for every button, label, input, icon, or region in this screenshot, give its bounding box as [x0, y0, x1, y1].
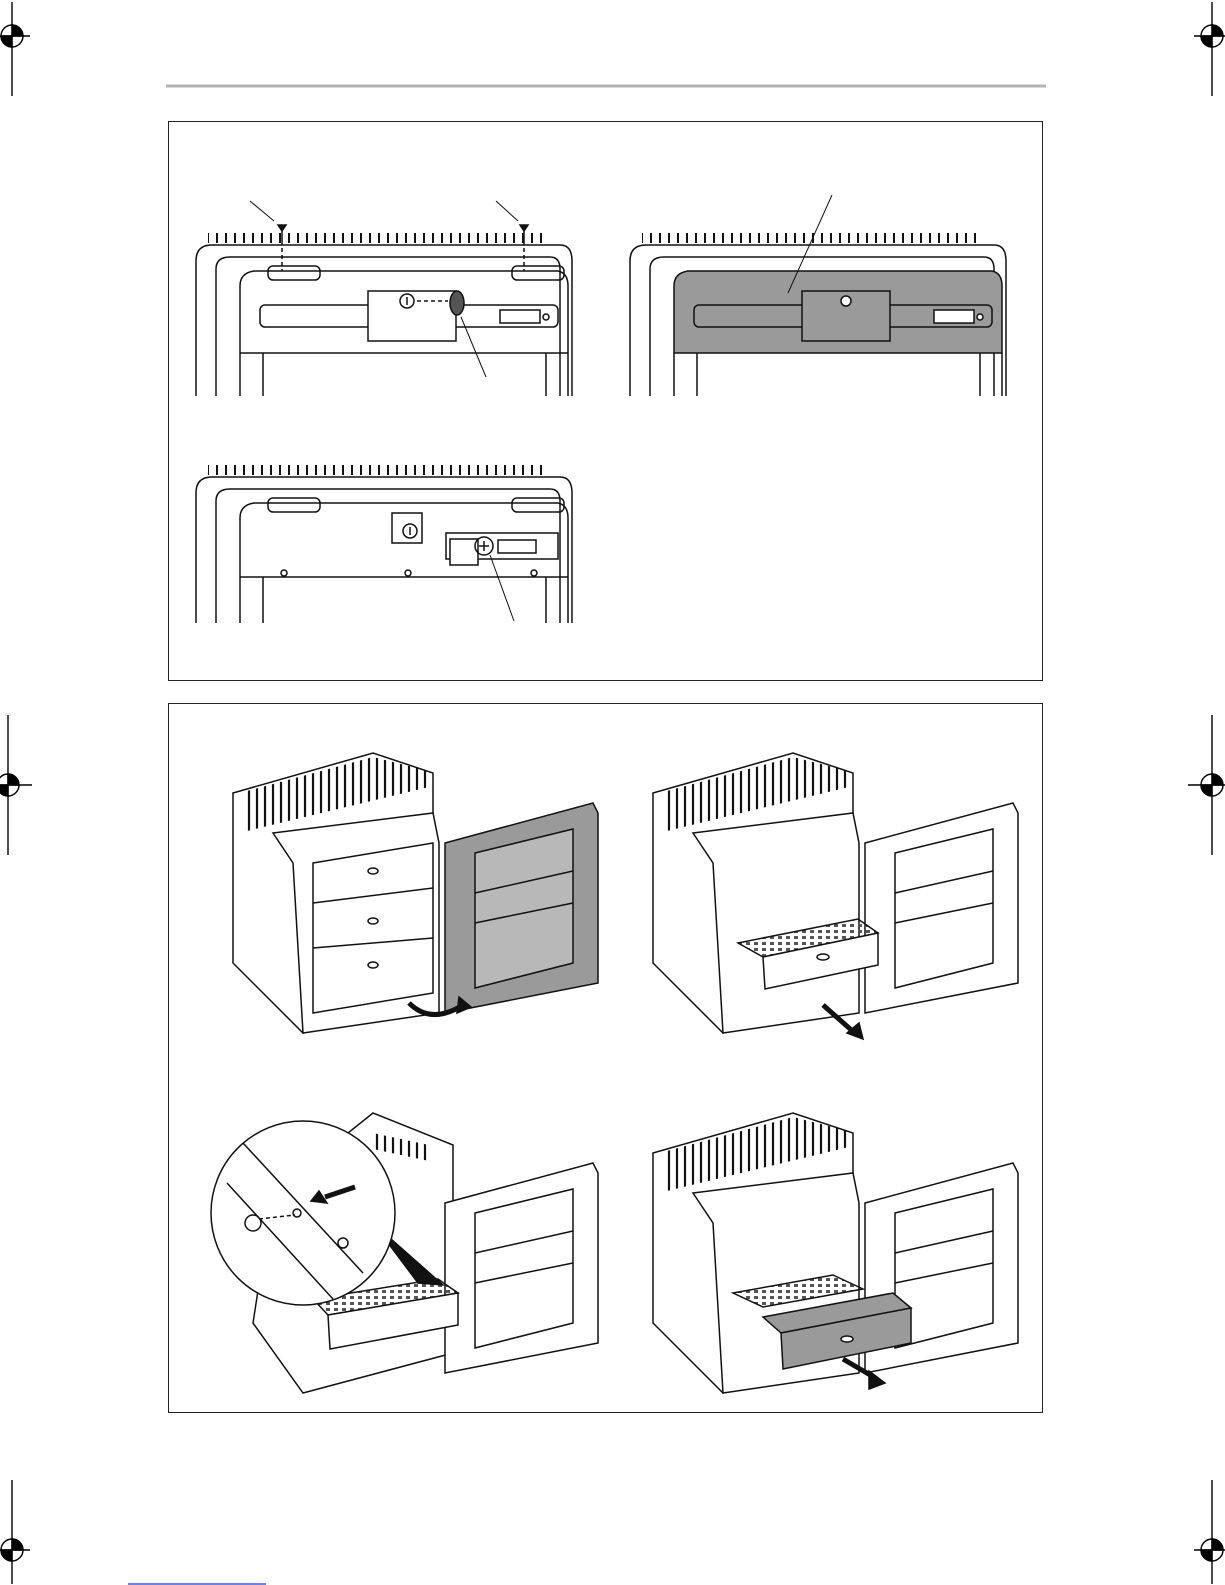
- leader-line-screw-right: [496, 201, 518, 221]
- crop-mark-top-left: [0, 2, 30, 96]
- figure-cover-removed-adjuster: [196, 465, 572, 623]
- figure-group-bottom: [168, 703, 1043, 1413]
- magnifier-circle: [211, 1121, 395, 1305]
- crop-mark-top-right: [1194, 2, 1225, 96]
- leader-line-screw-left: [250, 201, 274, 221]
- figure-stopper-detail: [211, 1113, 598, 1393]
- figure-group-top: [168, 121, 1043, 681]
- crop-mark-bottom-right: [1194, 1480, 1225, 1584]
- crop-mark-mid-right: [1188, 715, 1225, 855]
- figure-shaded-cover: [630, 195, 1006, 396]
- figure-screws-and-key: [196, 201, 572, 396]
- figure-tray-pull-out: [653, 753, 1018, 1039]
- crop-mark-mid-left: [0, 715, 32, 855]
- leader-line-key: [461, 317, 486, 377]
- crop-mark-bottom-left: [0, 1480, 30, 1584]
- figure-door-open-swing: [233, 753, 598, 1033]
- leader-line-adjuster: [490, 555, 514, 621]
- figure-tray-removed: [653, 1113, 1018, 1393]
